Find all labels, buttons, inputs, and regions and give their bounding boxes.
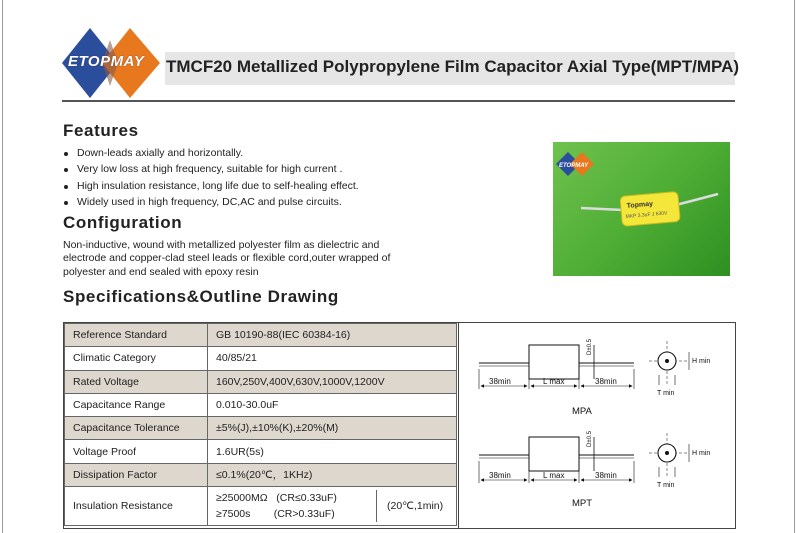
spec-label: Reference Standard <box>65 324 208 347</box>
spec-value: GB 10190-88(IEC 60384-16) <box>208 324 457 347</box>
insulation-line-2: ≥7500s (CR>0.33uF) <box>216 508 335 521</box>
mpt-lead-label-left: 38min <box>489 471 511 480</box>
table-row <box>65 463 457 486</box>
mpt-diameter-label: D±0.5 <box>587 431 593 447</box>
spec-label: Insulation Resistance <box>65 487 208 526</box>
features-heading: Features <box>63 121 139 140</box>
spec-value: 0.010-30.0uF <box>208 393 457 416</box>
photo-marking-text: MKP 3.3uF J 630V <box>625 210 668 221</box>
specifications-heading: Specifications&Outline Drawing <box>63 287 339 306</box>
photo-brand-text: Topmay <box>626 200 654 210</box>
mpa-lead-label-left: 38min <box>489 377 511 386</box>
spec-label: Capacitance Range <box>65 393 208 416</box>
table-row <box>65 487 457 526</box>
product-photo <box>553 142 730 276</box>
page-border-right <box>794 0 795 533</box>
mpt-h-label: H min <box>692 450 711 457</box>
header-divider <box>62 100 735 102</box>
outline-drawing-svg <box>459 323 736 528</box>
table-row <box>65 417 457 440</box>
feature-item: Down-leads axially and horizontally. <box>63 145 359 161</box>
insulation-line-1: ≥25000MΩ (CR≤0.33uF) <box>216 492 337 505</box>
mpt-label: MPT <box>572 498 593 509</box>
photo-logo-text: ETOPMAY <box>559 163 589 169</box>
specifications-table <box>64 323 457 526</box>
logo-text: ETOPMAY <box>68 53 145 70</box>
spec-value <box>208 487 457 526</box>
spec-value: ±5%(J),±10%(K),±20%(M) <box>208 417 457 440</box>
spec-value: 160V,250V,400V,630V,1000V,1200V <box>208 370 457 393</box>
page-title: TMCF20 Metallized Polypropylene Film Capacitor Axial Type(MPT/MPA) <box>166 57 740 76</box>
mpa-drawing <box>479 338 710 417</box>
spec-label: Voltage Proof <box>65 440 208 463</box>
mpa-label: MPA <box>572 406 592 417</box>
spec-value: ≤0.1%(20℃，1KHz) <box>208 463 457 486</box>
features-list <box>63 145 359 210</box>
feature-item: Very low loss at high frequency, suitable for high current . <box>63 161 359 177</box>
spec-label: Capacitance Tolerance <box>65 417 208 440</box>
table-row <box>65 324 457 347</box>
table-row <box>65 370 457 393</box>
etopmay-logo <box>60 26 164 100</box>
mpa-t-label: T min <box>657 390 675 397</box>
mpa-lead-label-right: 38min <box>595 377 617 386</box>
mpt-body-label: L max <box>543 471 565 480</box>
mpa-diameter-label: D±0.5 <box>587 339 593 355</box>
mpt-t-label: T min <box>657 482 675 489</box>
capacitor-image <box>553 142 730 276</box>
mpt-lead-label-right: 38min <box>595 471 617 480</box>
specifications-table-frame <box>63 322 736 529</box>
spec-label: Dissipation Factor <box>65 463 208 486</box>
spec-value: 40/85/21 <box>208 347 457 370</box>
table-row <box>65 440 457 463</box>
table-row <box>65 347 457 370</box>
mpa-body-label: L max <box>543 377 565 386</box>
configuration-text: Non-inductive, wound with metallized polyester film as dielectric and electrode and copper-clad steel leads or flexible cord,outer wrapped of polyester and end sealed with epoxy resin <box>63 239 391 278</box>
insulation-note: (20℃,1min) <box>376 490 443 522</box>
insulation-values <box>216 490 456 522</box>
feature-item: Widely used in high frequency, DC,AC and pulse circuits. <box>63 194 359 210</box>
mpt-drawing <box>479 430 710 509</box>
configuration-heading: Configuration <box>63 213 183 232</box>
insulation-lines <box>216 490 376 522</box>
spec-label: Climatic Category <box>65 347 208 370</box>
table-row <box>65 393 457 416</box>
spec-value: 1.6UR(5s) <box>208 440 457 463</box>
page-border-left <box>2 0 3 533</box>
mpa-h-label: H min <box>692 358 711 365</box>
spec-label: Rated Voltage <box>65 370 208 393</box>
outline-drawing <box>458 323 736 528</box>
feature-item: High insulation resistance, long life due to self-healing effect. <box>63 178 359 194</box>
